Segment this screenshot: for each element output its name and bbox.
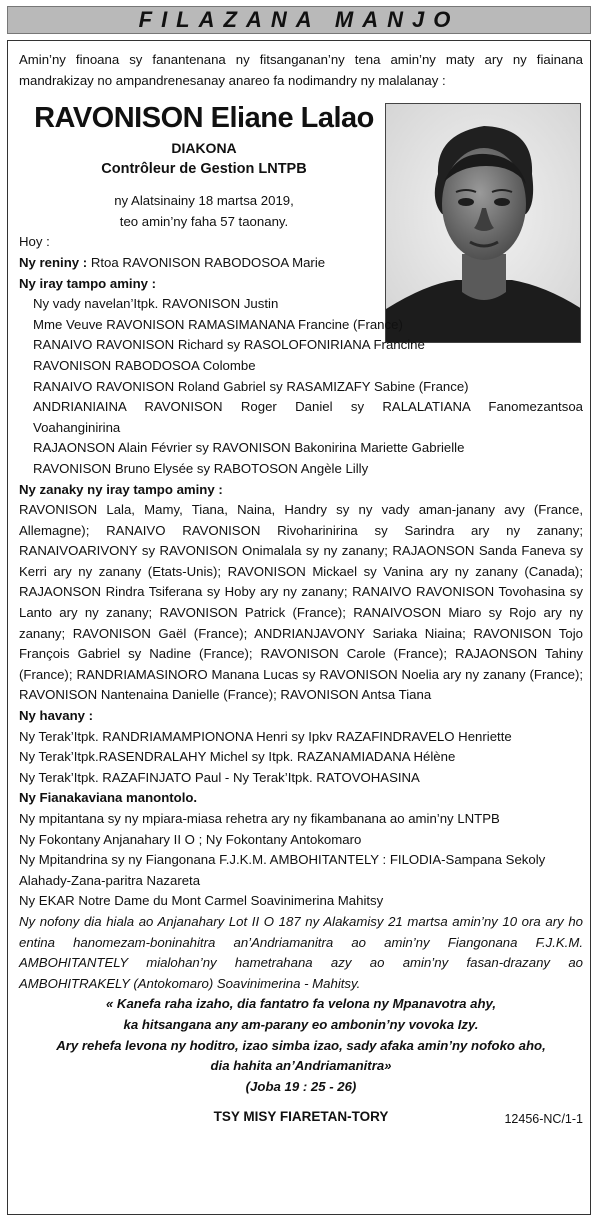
quote-line: ka hitsangana any am-parany eo ambonin’ny vovoka Izy. — [123, 1016, 479, 1032]
intro-text: Amin’ny finoana sy fanantenana ny fitsanganan’ny tena amin’ny maty ary ny fiainana mandrakizay no ampandrenesanay anareo fa nodimandry ny malalanay : — [19, 52, 583, 88]
reniny-label: Ny reniny : — [19, 254, 88, 270]
iray-tampo-item: RAVONISON RABODOSOA Colombe — [33, 357, 256, 373]
notice-content — [19, 50, 583, 1127]
zanaka-text: RAVONISON Lala, Mamy, Tiana, Naina, Handry sy ny vady aman-janany avy (France, Allemagne); RANAIVO RAVONISON Rivoharinirina sy Sarindra ary ny zanany; RANAIVOARIVONY sy RAVONISON Onimalala sy ny zanany; RAJAONSON Sanda Faneva sy Kerri ary ny zanany (Etats-Unis); RAVONISON Mickael sy Vanina ary ny zanany (Canada); RAJAONSON Rindra Tsiferana sy Hoby ary ny zanany; RANAIVO RAVONISON Tovohasina sy Lanto ary ny zanany; RAVONISON Patrick (France); RANAIVOSON Miaro sy Rojo ary ny zanany; RAVONISON Gaël (France); ANDRIANJAVONY Sariaka Niaina; RAVONISON Tojo François Gabriel sy Nadine (France); RAVONISON Carole (France); RAJAONSON Tahiny (France); RANDRIAMASINORO Manana Lucas sy RAVONISON Noelia ary ny zanany (France); RAVONISON Nantenaina Danielle (France); RAVONISON Antsa Tiana — [19, 502, 583, 703]
fianakaviana-item: Ny Mpitandrina sy ny Fiangonana F.J.K.M. AMBOHITANTELY : FILODIA-Sampana Sekoly Alahady-Zana-paritra Nazareta — [19, 852, 546, 888]
fianakaviana-label: Ny Fianakaviana manontolo. — [19, 790, 198, 806]
quote-reference: (Joba 19 : 25 - 26) — [245, 1078, 357, 1094]
reniny-line — [19, 253, 583, 274]
quote-line: dia hahita an’Andriamanitra» — [210, 1058, 392, 1074]
havany-label: Ny havany : — [19, 708, 94, 724]
footer-row — [19, 1107, 583, 1127]
fianakaviana-item: Ny EKAR Notre Dame du Mont Carmel Soavinimerina Mahitsy — [19, 893, 384, 909]
havany-item: Ny Terak’Itpk. RAZAFINJATO Paul - Ny Terak’Itpk. RATOVOHASINA — [19, 769, 420, 785]
iray-tampo-item: RANAIVO RAVONISON Richard sy RASOLOFONIRIANA Francine — [33, 337, 425, 353]
quote-line: « Kanefa raha izaho, dia fantatro fa velona ny Mpanavotra ahy, — [105, 996, 497, 1012]
hoy-label: Hoy : — [19, 234, 50, 250]
iray-tampo-item: RANAIVO RAVONISON Roland Gabriel sy RASAMIZAFY Sabine (France) — [33, 378, 469, 394]
no-wake-notice: TSY MISY FIARETAN-TORY — [213, 1109, 389, 1125]
iray-tampo-item: RAVONISON Bruno Elysée sy RABOTOSON Angèle Lilly — [33, 460, 369, 476]
header-title: FILAZANA MANJO — [138, 7, 460, 32]
havany-item: Ny Terak’Itpk. RANDRIAMAMPIONONA Henri sy Ipkv RAZAFINDRAVELO Henriette — [19, 728, 512, 744]
deceased-title-role: DIAKONA — [171, 140, 237, 157]
deceased-name: RAVONISON Eliane Lalao — [34, 102, 374, 135]
reniny-value: Rtoa RAVONISON RABODOSOA Marie — [87, 254, 326, 270]
iray-tampo-item: Mme Veuve RAVONISON RAMASIMANANA Francine (France) — [33, 316, 403, 332]
havany-item: Ny Terak’Itpk.RASENDRALAHY Michel sy Itpk. RAZANAMIADANA Hélène — [19, 749, 456, 765]
funeral-details: Ny nofony dia hiala ao Anjanahary Lot II O 187 ny Alakamisy 21 martsa amin’ny 10 ora ary ho entina hanomezam-boninahitra an’Andriamanitra ao amin’ny Fiangonana F.J.K.M. AMBOHITANTELY mialohan’ny hametrahana azy ao amin’ny fasan-drazany ao AMBOHITRAKELY (Antokomaro) Soavinimerina - Mahitsy. — [19, 913, 583, 991]
quote-line: Ary rehefa levona ny hoditro, izao simba izao, sady afaka amin’ny nofoko aho, — [56, 1037, 546, 1053]
fianakaviana-item: Ny mpitantana sy ny mpiara-miasa rehetra ary ny fikambanana ao amin’ny LNTPB — [19, 811, 500, 826]
fianakaviana-item: Ny Fokontany Anjanahary II O ; Ny Fokontany Antokomaro — [19, 831, 362, 847]
death-date-line: ny Alatsinainy 18 martsa 2019, — [114, 193, 294, 209]
iray-tampo-item: ANDRIANIAINA RAVONISON Roger Daniel sy RALALATIANA Fanomezantsoa Voahanginirina — [33, 399, 583, 435]
iray-tampo-item: Ny vady navelan’Itpk. RAVONISON Justin — [33, 296, 279, 312]
iray-tampo-item: RAJAONSON Alain Février sy RAVONISON Bakonirina Mariette Gabrielle — [33, 440, 465, 456]
header-banner — [7, 6, 591, 34]
age-line: teo amin’ny faha 57 taonany. — [119, 213, 289, 229]
reference-number: 12456-NC/1-1 — [504, 1112, 583, 1127]
zanaka-label: Ny zanaky ny iray tampo aminy : — [19, 481, 223, 497]
iray-tampo-label: Ny iray tampo aminy : — [19, 275, 157, 291]
deceased-title-job: Contrôleur de Gestion LNTPB — [101, 161, 307, 178]
